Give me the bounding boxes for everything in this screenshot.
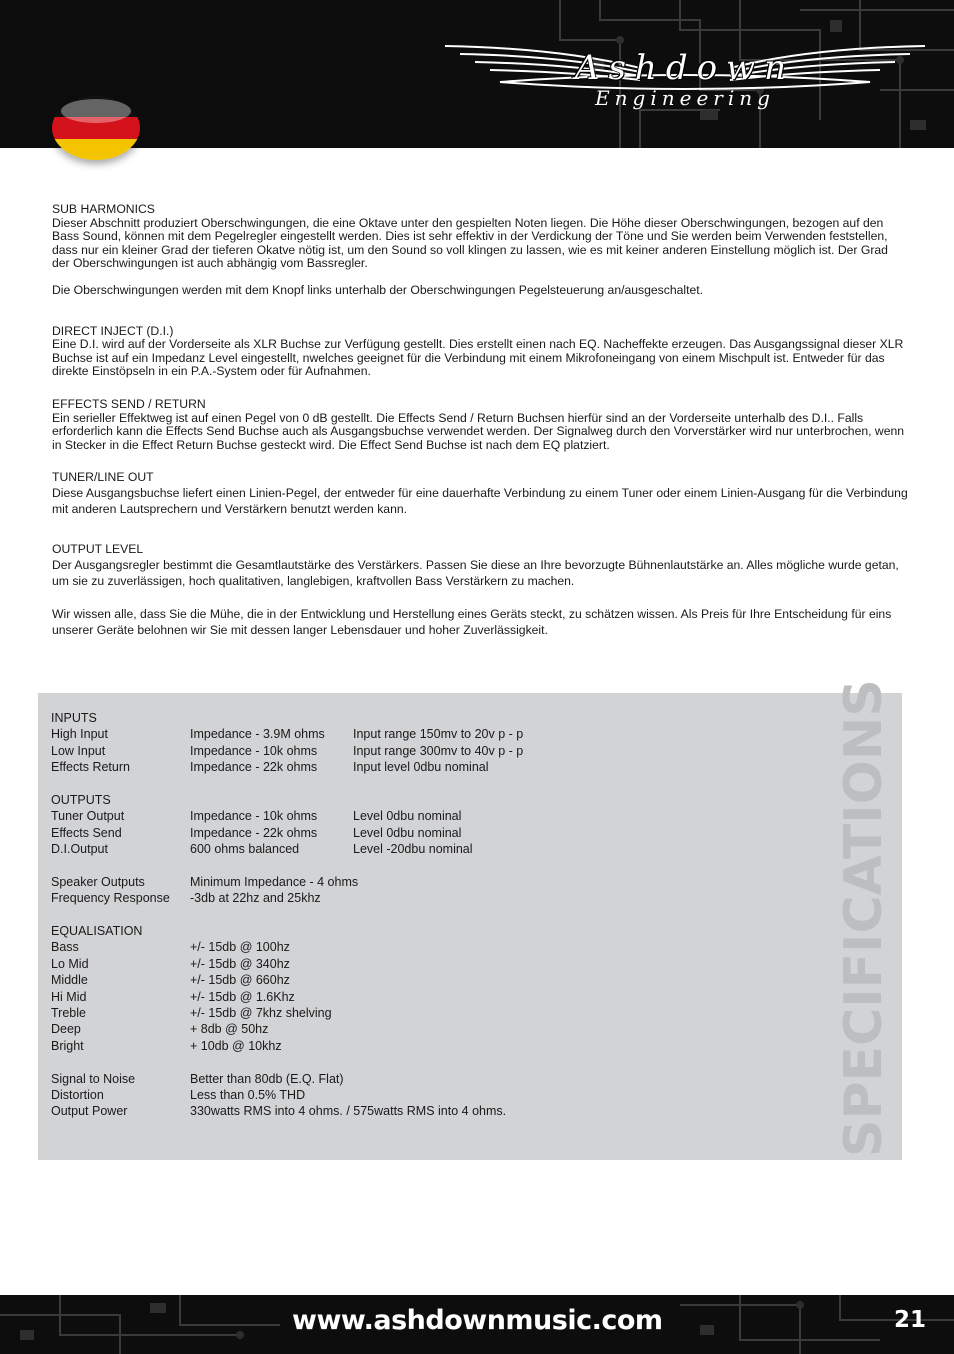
german-flag-icon [52, 96, 140, 160]
spec-cell: Impedance - 10k ohms [190, 743, 318, 758]
section-output-level [52, 543, 908, 639]
spec-cell: Speaker Outputs [51, 874, 145, 889]
spec-cell: Signal to Noise [51, 1071, 136, 1086]
spec-cell: D.I.Output [51, 842, 108, 857]
section-paragraph: Diese Ausgangsbuchse liefert einen Linien-Pegel, der entweder für eine dauerhafte Verbindung zu einem Tuner oder einem Linien-Ausgang für die Verbindung mit anderen Lautsprechern und Verstärkern benutzt werden kann. [52, 485, 908, 517]
spec-cell: +/- 15db @ 7khz shelving [190, 1006, 332, 1021]
spec-cell: + 8db @ 50hz [190, 1022, 269, 1037]
spec-cell: Bright [51, 1038, 84, 1053]
spec-cell: Bass [51, 940, 79, 955]
spec-cell: + 10db @ 10khz [190, 1038, 282, 1053]
manual-content [52, 203, 908, 639]
spec-cell: Middle [51, 973, 88, 988]
spec-cell: Better than 80db (E.Q. Flat) [190, 1071, 344, 1086]
spec-cell: Minimum Impedance - 4 ohms [190, 874, 359, 889]
logo-subtitle: Engineering [595, 86, 775, 110]
spec-cell: Level 0dbu nominal [353, 825, 462, 840]
spec-cell: +/- 15db @ 100hz [190, 940, 290, 955]
section-sub-harmonics [52, 203, 908, 298]
section-title: DIRECT INJECT (D.I.) [52, 323, 174, 338]
spec-cell: Less than 0.5% THD [190, 1087, 306, 1102]
spec-cell: Lo Mid [51, 956, 89, 971]
section-tuner-line-out [52, 471, 908, 518]
spec-cell: Input range 300mv to 40v p - p [353, 743, 524, 758]
section-title: EFFECTS SEND / RETURN [52, 396, 206, 411]
spec-cell: Frequency Response [51, 891, 170, 906]
section-title: SUB HARMONICS [52, 202, 155, 216]
spec-cell: High Input [51, 727, 108, 742]
spec-cell: Input range 150mv to 20v p - p [353, 727, 524, 742]
spec-cell: Level 0dbu nominal [353, 809, 462, 824]
section-title: OUTPUT LEVEL [52, 541, 144, 556]
page-footer [0, 1295, 954, 1354]
spec-cell: +/- 15db @ 340hz [190, 956, 290, 971]
section-paragraph: Wir wissen alle, dass Sie die Mühe, die in der Entwicklung und Herstellung eines Geräts steckt, zu schätzen wissen. Als Preis für Ihre Entscheidung für eins unserer Geräte belohnen wir Sie mit dessen langer Lebensdauer und hoher Zuverlässigkeit. [52, 606, 892, 637]
spec-cell: Output Power [51, 1104, 128, 1119]
page-header [0, 0, 954, 148]
spec-cell: 330watts RMS into 4 ohms. / 575watts RMS into 4 ohms. [190, 1104, 507, 1119]
spec-cell: Distortion [51, 1087, 104, 1102]
spec-cell: Low Input [51, 743, 106, 758]
spec-cell: Hi Mid [51, 989, 87, 1004]
section-paragraph: Dieser Abschnitt produziert Oberschwingungen, die eine Oktave unter den gespielten Noten liegen. Die Höhe dieser Oberschwingungen, bezogen auf den Bass Sound, können mit dem Pegelregler eingestellt werden. Dies ist sehr effektiv in der Verdickung der Töne und Sie werden beim Verwenden feststellen, dass nur ein kleiner Grad der tieferen Okatve nötig ist, um den Sound so voll klingen zu lassen, wie es mit keiner anderen Einstellung möglich ist. Der Grad der Oberschwingungen ist auch abhängig vom Bassregler. [52, 215, 888, 271]
section-direct-inject [52, 325, 908, 379]
spec-cell: +/- 15db @ 660hz [190, 973, 290, 988]
spec-cell: Effects Send [51, 825, 122, 840]
page-number: 21 [894, 1307, 927, 1333]
spec-cell: Impedance - 22k ohms [190, 825, 318, 840]
spec-cell: +/- 15db @ 1.6Khz [190, 989, 295, 1004]
spec-cell: Level -20dbu nominal [353, 842, 473, 857]
spec-cell: EQUALISATION [51, 924, 143, 939]
spec-cell: Impedance - 3.9M ohms [190, 727, 325, 742]
spec-cell: Impedance - 22k ohms [190, 760, 318, 775]
section-paragraph: Die Oberschwingungen werden mit dem Knopf links unterhalb der Oberschwingungen Pegelsteuerung an/ausgeschaltet. [52, 282, 704, 297]
section-effects-send-return [52, 398, 908, 452]
section-title: TUNER/LINE OUT [52, 470, 154, 485]
spec-cell: 600 ohms balanced [190, 842, 300, 857]
section-paragraph: Ein serieller Effektweg ist auf einen Pegel von 0 dB gestellt. Die Effects Send / Return Buchsen hierfür sind an der Vorderseite unterhalb des D.I.. Falls erforderlich kann die Effects Send Buchse auch als Ausgangsbuchse verwendet werden. Der Signalweg durch den Vorverstärker wird nur unterbrochen, wenn in Stecker in die Effect Return Buchse gesteckt wird. Die Effect Send Buchse ist nach dem EQ platziert. [52, 410, 905, 452]
website-link[interactable]: www.ashdownmusic.com [292, 1305, 663, 1336]
section-paragraph: Der Ausgangsregler bestimmt die Gesamtlautstärke des Verstärkers. Passen Sie diese an Ihre bevorzugte Bühnenlautstärke an. Alles mögliche wurde getan, um sie zu zuverlässigen, hoch qualitativen, langlebigen, kraftvollen Bass Verstärkern zu machen. [52, 557, 899, 588]
specifications-panel [38, 679, 902, 1160]
ashdown-logo [440, 38, 930, 120]
logo-wordmark: Ashdown [574, 48, 796, 88]
spec-cell: Input level 0dbu nominal [353, 760, 489, 775]
section-paragraph: Eine D.I. wird auf der Vorderseite als XLR Buchse zur Verfügung gestellt. Dies erstellt einen nach EQ. Nacheffekte erzeugen. Das Ausgangssignal dieser XLR Buchse ist auf ein Impedanz Level eingestellt, nwelches geeignet für die Verbindung mit einem Mikrofoneingang von einem Mischpult ist. Entweder für das direkte Einstöpseln in ein P.A.-System oder für Aufnahmen. [52, 337, 904, 379]
specifications-heading: SPECIFICATIONS [834, 679, 894, 1157]
spec-cell: Impedance - 10k ohms [190, 809, 318, 824]
spec-cell: INPUTS [51, 711, 97, 725]
spec-cell: Treble [51, 1006, 86, 1021]
spec-cell: OUTPUTS [51, 792, 111, 807]
spec-cell: Deep [51, 1022, 81, 1037]
spec-cell: Tuner Output [51, 809, 125, 824]
spec-cell: Effects Return [51, 760, 130, 775]
spec-cell: -3db at 22hz and 25khz [190, 891, 321, 906]
